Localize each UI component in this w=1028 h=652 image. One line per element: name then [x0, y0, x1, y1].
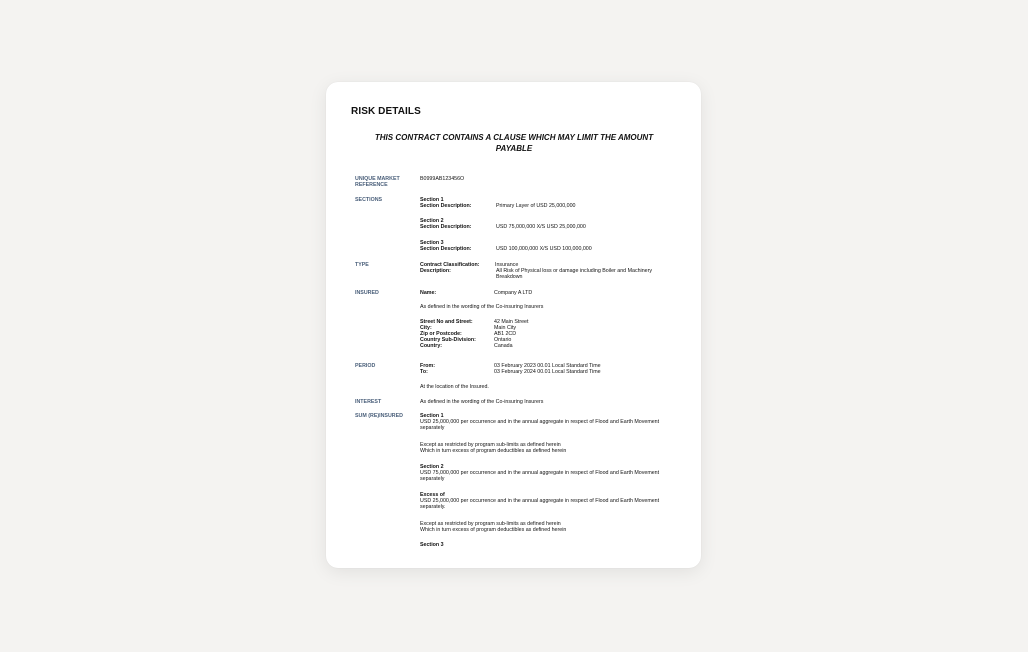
section-2-desc: USD 75,000,000 X/S USD 25,000,000 [496, 224, 586, 230]
excess-of-title: Excess of [420, 492, 445, 498]
section-1-desc: Primary Layer of USD 25,000,000 [496, 203, 576, 209]
period-from: 03 February 2023 00.01 Local Standard Time [494, 363, 601, 369]
sum-section-2-except-2: Which in turn excess of program deductibles as defined herein [420, 527, 567, 533]
section-3-desc-label: Section Description: [420, 246, 472, 252]
type-description: All Risk of Physical loss or damage including Boiler and Machinery Breakdown [496, 268, 653, 281]
section-1-desc-label: Section Description: [420, 203, 472, 209]
period-from-label: From: [420, 363, 436, 369]
section-3-title: Section 3 [420, 240, 444, 246]
subdivision-value: Ontario [494, 337, 512, 343]
sum-section-1-except-1: Except as restricted by program sub-limits as defined herein [420, 442, 561, 448]
section-2-desc-label: Section Description: [420, 224, 472, 230]
sum-section-3-title: Section 3 [420, 542, 444, 548]
document-title: RISK DETAILS [351, 106, 421, 117]
contract-classification-label: Contract Classification: [420, 262, 480, 268]
sum-section-2-text: USD 75,000,000 per occurrence and in the annual aggregate in respect of Flood and Earth Movement separately [420, 470, 660, 483]
description-label: Description: [420, 268, 451, 274]
postcode-value: AB1 2CD [494, 331, 517, 337]
sum-section-1-title: Section 1 [420, 413, 444, 419]
sum-insured-label: SUM (RE)INSURED [355, 413, 403, 419]
postcode-label: Zip or Postcode: [420, 331, 462, 337]
contract-classification: Insurance [495, 262, 519, 268]
interest-value: As defined in the wording of the Co-insuring Insurers [420, 399, 544, 405]
sections-label: SECTIONS [355, 197, 383, 203]
street-value: 42 Main Street [494, 319, 529, 325]
excess-of-text: USD 25,000,000 per occurrence and in the annual aggregate in respect of Flood and Earth Movement separately. [420, 498, 660, 511]
umr-label: UNIQUE MARKET REFERENCE [355, 176, 400, 189]
umr-value: B0999AB123456O [420, 176, 465, 182]
insured-note: As defined in the wording of the Co-insuring Insurers [420, 304, 544, 310]
city-label: City: [420, 325, 432, 331]
insured-name: Company A LTD [494, 290, 533, 296]
sum-section-1-text: USD 25,000,000 per occurrence and in the annual aggregate in respect of Flood and Earth Movement separately [420, 419, 660, 432]
sum-section-1-except-2: Which in turn excess of program deductibles as defined herein [420, 448, 567, 454]
subdivision-label: Country Sub-Division: [420, 337, 476, 343]
interest-label: INTEREST [355, 399, 382, 405]
section-1-title: Section 1 [420, 197, 444, 203]
limit-clause-warning: THIS CONTRACT CONTAINS A CLAUSE WHICH MAY LIMIT THE AMOUNT PAYABLE [374, 133, 654, 153]
section-3-desc: USD 100,000,000 X/S USD 100,000,000 [496, 246, 592, 252]
sum-section-2-except-1: Except as restricted by program sub-limits as defined herein [420, 521, 561, 527]
street-label: Street No and Street: [420, 319, 473, 325]
insured-label: INSURED [355, 290, 379, 296]
section-2-title: Section 2 [420, 218, 444, 224]
period-to-label: To: [420, 369, 428, 375]
sum-section-2-title: Section 2 [420, 464, 444, 470]
period-to: 03 February 2024 00.01 Local Standard Time [494, 369, 601, 375]
period-note: At the location of the Insured. [420, 384, 489, 390]
country-value: Canada [494, 343, 513, 349]
city-value: Main City [494, 325, 517, 331]
insured-name-label: Name: [420, 290, 437, 296]
type-label: TYPE [355, 262, 369, 268]
document-page [326, 82, 701, 568]
period-label: PERIOD [355, 363, 376, 369]
country-label: Country: [420, 343, 443, 349]
